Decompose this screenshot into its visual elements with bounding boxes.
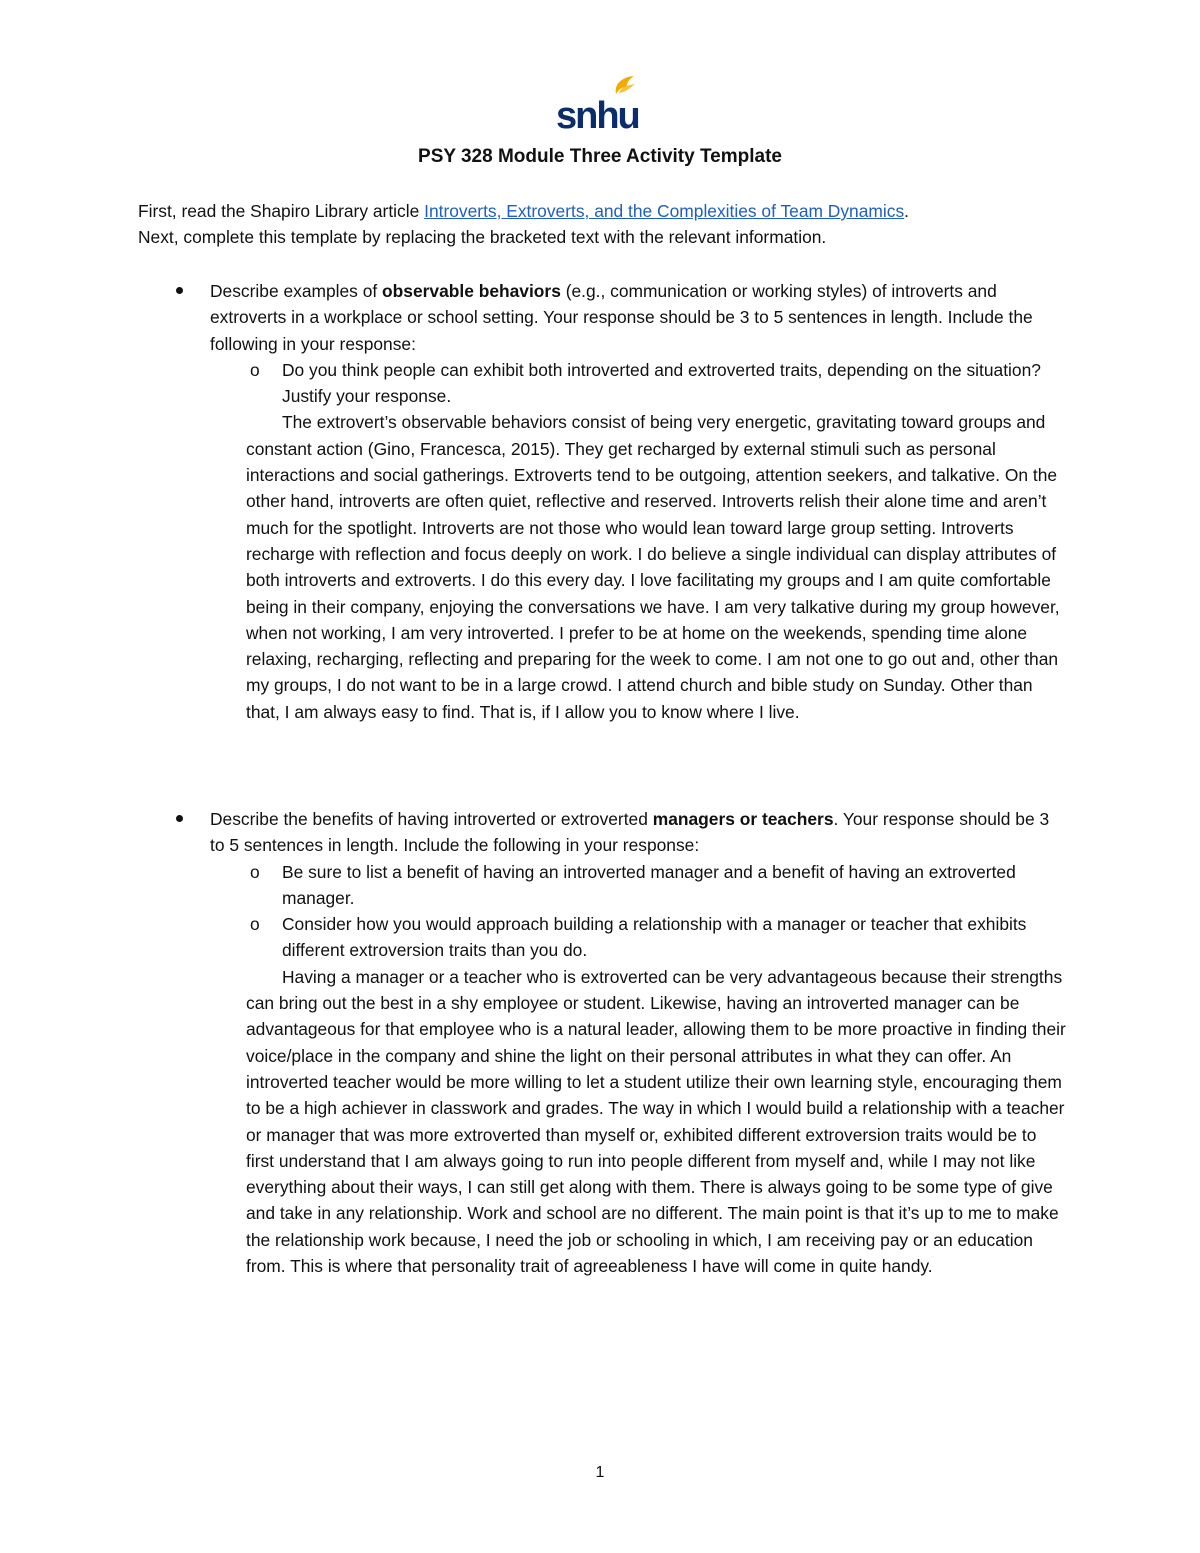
sub-bullet-marker: o [250, 861, 260, 882]
page-number: 1 [595, 1464, 605, 1481]
bullet-item [138, 806, 1068, 859]
response-paragraph [138, 964, 1068, 1280]
sub-bullet-text: Be sure to list a benefit of having an introverted manager and a benefit of having an extroverted manager. [282, 861, 1016, 908]
response-text: The extrovert’s observable behaviors consist of being very energetic, gravitating toward groups and constant action (Gino, Francesca, 2015). They get recharged by external stimuli such as personal interactions and social gatherings. Extroverts tend to be outgoing, attention seekers, and talkative. On the other hand, introverts are often quiet, reflective and reserved. Introverts relish their alone time and aren’t much for the spotlight. Introverts are not those who would lean toward large group setting. Introverts recharge with reflection and focus deeply on work. I do believe a single individual can display attributes of both introverts and extroverts. I do this every day. I love facilitating my groups and I am quite comfortable being in their company, enjoying the conversations we have. I am very talkative during my group however, when not working, I am very introverted. I prefer to be at home on the weekends, spending time alone relaxing, recharging, reflecting and preparing for the week to come. I am not one to go out and, other than my groups, I do not want to be in a large crowd. I attend church and bible study on Sunday. Other than that, I am always easy to find. That is, if I allow you to know where I live. [246, 412, 1060, 722]
response-text: Having a manager or a teacher who is extroverted can be very advantageous because their strengths can bring out the best in a shy employee or student. Likewise, having an introverted manager can be advantageous for that employee who is a natural leader, allowing them to be more proactive in finding their voice/place in the company and shine the light on their personal attributes in what they can offer. An introverted teacher would be more willing to let a student utilize their own learning style, encouraging them to be a high achiever in classwork and grades. The way in which I would build a relationship with a teacher or manager that was more extroverted than myself or, exhibited different extroversion traits would be to first understand that I am always going to run into people different from myself and, while I may not like everything about their ways, I can still get along with them. There is always going to be some type of give and take in any relationship. Work and school are no different. The main point is that it’s up to me to make the relationship work because, I need the job or schooling in which, I am receiving pay or an education from. This is where that personality trait of agreeableness I have will come in quite handy. [246, 966, 1066, 1277]
sub-bullet-item [138, 859, 1068, 912]
intro-line-1 [138, 198, 1068, 224]
page-title: PSY 328 Module Three Activity Template [418, 146, 782, 167]
sub-bullet-marker: o [250, 359, 260, 380]
article-link[interactable]: Introverts, Extroverts, and the Complexities of Team Dynamics [424, 201, 905, 221]
sub-bullet-item [138, 357, 1068, 410]
prompt-text-b: . Your response should be 3 to 5 sentences in length. Include the following in your response: [210, 809, 1050, 856]
sub-bullet-marker: o [250, 914, 260, 935]
sub-bullet-text: Do you think people can exhibit both introverted and extroverted traits, depending on the situation? Justify your response. [282, 359, 1041, 407]
sub-bullet-item [138, 911, 1068, 964]
intro-line-1-suffix: . [904, 201, 909, 221]
intro-paragraph [138, 198, 1068, 251]
section-observable-behaviors [138, 278, 1068, 725]
intro-line-1-prefix: First, read the Shapiro Library article [138, 201, 425, 221]
intro-line-2: Next, complete this template by replacing the bracketed text with the relevant information. [138, 227, 827, 248]
prompt-text-b: (e.g., communication or working styles) of introverts and extroverts in a workplace or school setting. Your response should be 3 to 5 sentences in length. Include the following in your response: [210, 281, 1033, 354]
snhu-logo-graphic [556, 74, 640, 132]
bullet-icon [176, 287, 183, 294]
svg-text:snhu: snhu [556, 95, 639, 132]
prompt-bold: managers or teachers [652, 809, 834, 829]
section-managers-teachers [138, 806, 1068, 1279]
prompt-text-a: Describe examples of [210, 281, 383, 301]
bullet-item [138, 278, 1068, 357]
snhu-logo [556, 74, 640, 132]
prompt-text-a: Describe the benefits of having introverted or extroverted [210, 809, 653, 829]
prompt-bold: observable behaviors [382, 281, 561, 301]
response-paragraph [138, 409, 1068, 725]
sub-bullet-text: Consider how you would approach building a relationship with a manager or teacher that exhibits different extroversion traits than you do. [282, 914, 1027, 961]
bullet-icon [176, 815, 183, 822]
